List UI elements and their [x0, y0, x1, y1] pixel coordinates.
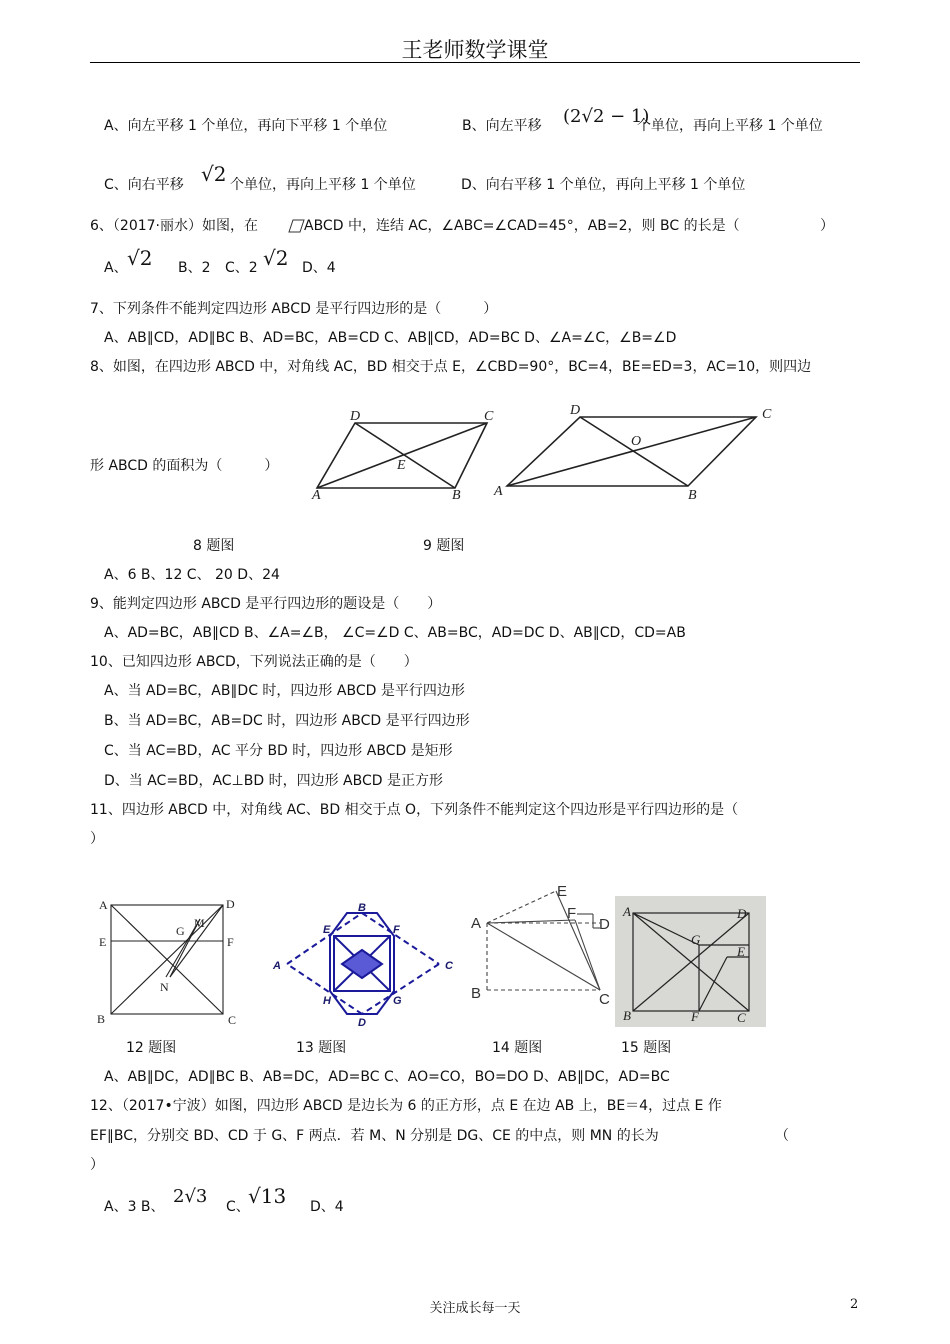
fig8-label-a: A	[312, 488, 321, 503]
q5-option-c-rest: 个单位，再向上平移 1 个单位	[230, 177, 416, 193]
q8-stem-continued: 形 ABCD 的面积为（ ）	[90, 458, 279, 474]
fig8-label-e: E	[397, 458, 406, 473]
fig14-label-c: C	[599, 991, 610, 1008]
figure-14	[465, 880, 615, 1020]
page-title: 王老师数学课堂	[401, 38, 549, 62]
fig12-label-a: A	[99, 898, 108, 912]
q10-option-c: C、当 AC=BD，AC 平分 BD 时，四边形 ABCD 是矩形	[104, 743, 453, 759]
fig9-label-c: C	[762, 407, 772, 422]
q8-stem: 8、如图，在四边形 ABCD 中，对角线 AC，BD 相交于点 E，∠CBD=90°，BC=4，BE=ED=3，AC=10，则四边	[90, 359, 812, 375]
q6-stem-rest: ABCD 中，连结 AC，∠ABC=∠CAD=45°，AB=2，则 BC 的长是（	[304, 218, 740, 234]
fig9-label-d: D	[570, 403, 581, 418]
figure-13	[265, 900, 465, 1028]
q6-stem-start: 6、（2017·丽水）如图，在	[90, 218, 258, 234]
fig14-label-a: A	[471, 915, 482, 932]
q11-stem: 11、四边形 ABCD 中，对角线 AC、BD 相交于点 O，下列条件不能判定这个四边形是平行四边形的是（	[90, 802, 739, 818]
fig12-label-m: M	[194, 916, 205, 930]
fig13-label-h: H	[323, 995, 331, 1007]
q12-option-b-expression: 2√3	[173, 1186, 208, 1207]
fig8-label-c: C	[484, 409, 494, 424]
footer-text: 关注成长每一天	[429, 1301, 521, 1316]
figure-9	[490, 398, 790, 508]
q7-stem: 7、下列条件不能判定四边形 ABCD 是平行四边形的是（ ）	[90, 301, 498, 317]
fig12-label-b: B	[97, 1012, 106, 1026]
fig8-label-d: D	[350, 409, 361, 424]
fig15-label-d: D	[737, 906, 747, 921]
fig15-label-g: G	[691, 932, 701, 947]
q5-option-c-expression: √2	[201, 162, 227, 186]
q7-options: A、AB∥CD，AD∥BC B、AD=BC，AB=CD C、AB∥CD，AD=BC D、∠A=∠C，∠B=∠D	[104, 330, 677, 346]
q6-option-a-label: A、	[104, 260, 128, 276]
figure-13-caption: 13 题图	[296, 1040, 347, 1056]
fig12-label-n: N	[160, 980, 169, 994]
fig13-label-d: D	[358, 1017, 366, 1029]
figure-15-caption: 15 题图	[621, 1040, 672, 1056]
figure-8	[300, 400, 500, 510]
q12-stem-close: ）	[90, 1157, 104, 1173]
q12-option-c-label: C、	[226, 1199, 250, 1215]
fig14-label-e: E	[557, 883, 568, 900]
fig13-label-a: A	[273, 960, 281, 972]
q11-stem-close: ）	[90, 831, 104, 847]
q6-option-d: D、4	[302, 260, 336, 276]
q5-option-b-expression: (2√2 − 1)	[563, 106, 650, 127]
q6-option-a-expression: √2	[127, 246, 153, 270]
fig13-label-f: F	[393, 924, 400, 936]
q12-option-c-expression: √13	[248, 1184, 287, 1208]
figure-8-caption: 8 题图	[193, 538, 235, 554]
fig13-label-c: C	[445, 960, 453, 972]
fig15-label-a: A	[623, 904, 631, 919]
fig15-label-f: F	[691, 1009, 699, 1024]
fig12-label-c: C	[228, 1013, 237, 1027]
fig15-label-c: C	[737, 1010, 746, 1025]
fig15-label-b: B	[623, 1008, 631, 1023]
figure-9-caption: 9 题图	[423, 538, 465, 554]
q12-stem-line1: 12、（2017•宁波）如图，四边形 ABCD 是边长为 6 的正方形，点 E 在边 AB 上，BE＝4，过点 E 作	[90, 1098, 722, 1114]
q11-options: A、AB∥DC，AD∥BC B、AB=DC，AD=BC C、AO=CO，BO=DO D、AB∥DC，AD=BC	[104, 1069, 670, 1085]
q6-stem-close: ）	[820, 218, 834, 234]
parallelogram-icon	[289, 219, 305, 233]
fig15-label-e: E	[737, 944, 745, 959]
figure-12-caption: 12 题图	[126, 1040, 177, 1056]
q5-option-c-label: C、向右平移	[104, 177, 184, 193]
q12-option-d: D、4	[310, 1199, 344, 1215]
q6-option-b: B、2	[178, 260, 211, 276]
q5-option-b-rest: 个单位，再向上平移 1 个单位	[637, 118, 823, 134]
q6-option-c-expression: √2	[263, 246, 289, 270]
q10-option-b: B、当 AD=BC，AB=DC 时，四边形 ABCD 是平行四边形	[104, 713, 470, 729]
q10-stem: 10、已知四边形 ABCD，下列说法正确的是（ ）	[90, 654, 418, 670]
figure-14-caption: 14 题图	[492, 1040, 543, 1056]
fig13-label-e: E	[323, 924, 331, 936]
figure-15	[615, 896, 767, 1028]
q12-option-a-b-label: A、3 B、	[104, 1199, 165, 1215]
fig12-label-e: E	[99, 935, 107, 949]
fig12-label-f: F	[227, 935, 234, 949]
page-number: 2	[850, 1297, 859, 1312]
figure-12	[90, 895, 245, 1030]
fig8-label-b: B	[452, 488, 461, 503]
q6-option-c-label: C、2	[225, 260, 258, 276]
fig13-label-g: G	[393, 995, 402, 1007]
fig9-label-a: A	[494, 484, 503, 499]
q12-stem-paren: （	[775, 1128, 789, 1144]
q10-option-d: D、当 AC=BD，AC⊥BD 时，四边形 ABCD 是正方形	[104, 773, 443, 789]
fig9-label-o: O	[631, 434, 642, 449]
q9-options: A、AD=BC，AB∥CD B、∠A=∠B， ∠C=∠D C、AB=BC，AD=DC D、AB∥CD，CD=AB	[104, 625, 686, 641]
q5-option-b-label: B、向左平移	[462, 118, 542, 134]
fig14-label-d: D	[599, 916, 610, 933]
fig13-label-b: B	[358, 902, 366, 914]
fig14-label-b: B	[471, 985, 482, 1002]
fig12-label-d: D	[226, 897, 235, 911]
q8-options: A、6 B、12 C、 20 D、24	[104, 567, 280, 583]
fig12-label-g: G	[176, 924, 185, 938]
fig14-label-f: F	[567, 905, 577, 922]
q9-stem: 9、能判定四边形 ABCD 是平行四边形的题设是（ ）	[90, 596, 442, 612]
fig9-label-b: B	[688, 488, 697, 503]
q5-option-d: D、向右平移 1 个单位，再向上平移 1 个单位	[461, 177, 746, 193]
q10-option-a: A、当 AD=BC，AB∥DC 时，四边形 ABCD 是平行四边形	[104, 683, 465, 699]
q12-stem-line2: EF∥BC，分别交 BD、CD 于 G、F 两点．若 M、N 分别是 DG、CE 的中点，则 MN 的长为	[90, 1128, 659, 1144]
header-rule	[90, 62, 860, 63]
q5-option-a: A、向左平移 1 个单位，再向下平移 1 个单位	[104, 118, 388, 134]
